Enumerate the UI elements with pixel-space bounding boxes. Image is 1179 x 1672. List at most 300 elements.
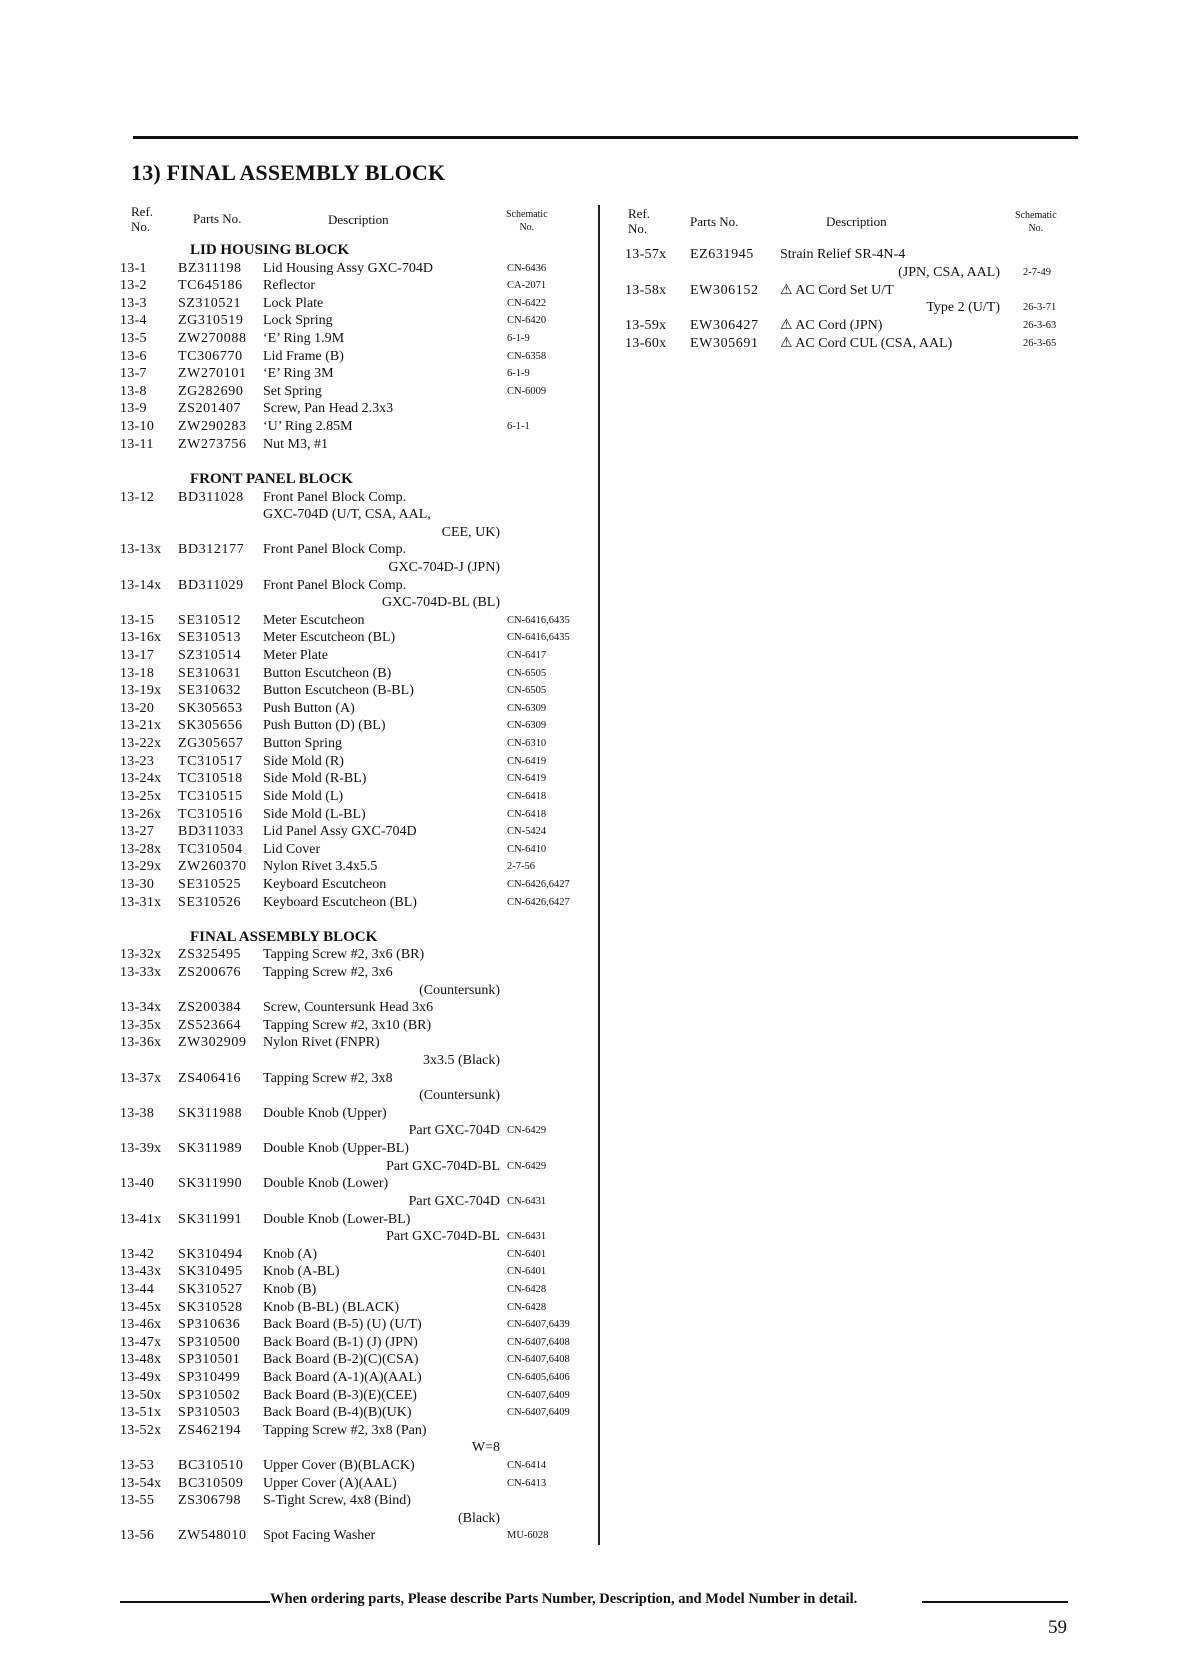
ref-number: 13-35x: [120, 1017, 162, 1033]
table-row: [120, 400, 590, 418]
table-row: [120, 1475, 590, 1493]
table-row: [120, 365, 590, 383]
part-description: Knob (B-BL) (BLACK): [263, 1299, 400, 1315]
schematic-number: 6-1-9: [507, 333, 530, 345]
ref-number: 13-56: [120, 1528, 155, 1544]
ref-number: 13-46x: [120, 1317, 162, 1333]
part-number: BD311033: [178, 824, 244, 840]
description-continuation: GXC-704D (U/T, CSA, AAL,: [263, 507, 431, 523]
part-number: BD311028: [178, 489, 244, 505]
schematic-number: CA-2071: [507, 280, 547, 292]
table-row: [120, 858, 590, 876]
part-description: Upper Cover (B)(BLACK): [263, 1458, 415, 1474]
table-row: [120, 753, 590, 771]
part-description: Double Knob (Lower-BL): [263, 1211, 411, 1227]
part-description: Lock Spring: [263, 313, 333, 329]
schematic-number: CN-6431: [507, 1195, 547, 1207]
left-header-schematic-line1: Schematic: [506, 209, 548, 220]
table-row: [120, 1387, 590, 1405]
ref-number: 13-3: [120, 295, 147, 311]
description-continuation-row: [625, 299, 1075, 317]
right-header-ref-line1: Ref.: [628, 206, 651, 221]
part-description: Nylon Rivet (FNPR): [263, 1035, 380, 1051]
part-description: Knob (A): [263, 1246, 318, 1262]
part-number: ZW260370: [178, 859, 247, 875]
ref-number: 13-24x: [120, 771, 162, 787]
right-header-schematic-line2: No.: [1028, 223, 1044, 234]
schematic-number: CN-6407,6439: [507, 1319, 570, 1331]
schematic-number: 26-3-63: [1023, 320, 1057, 332]
ref-number: 13-45x: [120, 1299, 162, 1315]
part-description: Back Board (B-3)(E)(CEE): [263, 1387, 417, 1403]
part-description: Tapping Screw #2, 3x8: [263, 1070, 393, 1086]
description-continuation-row: [120, 1510, 590, 1528]
part-description: Push Button (D) (BL): [263, 718, 386, 734]
description-continuation-row: [120, 1439, 590, 1457]
part-number: ZW270088: [178, 331, 247, 347]
part-number: TC310517: [178, 753, 243, 769]
table-row: [120, 577, 590, 595]
table-row: [120, 436, 590, 454]
part-number: BC310510: [178, 1458, 244, 1474]
part-number: TC310518: [178, 771, 243, 787]
schematic-number: CN-6418: [507, 790, 547, 802]
part-number: TC645186: [178, 278, 243, 294]
ref-number: 13-15: [120, 612, 155, 628]
ref-number: 13-47x: [120, 1334, 162, 1350]
ref-number: 13-2: [120, 278, 147, 294]
table-row: [120, 330, 590, 348]
part-number: SK311991: [178, 1211, 243, 1227]
table-row: [120, 665, 590, 683]
ref-number: 13-39x: [120, 1141, 162, 1157]
ref-number: 13-41x: [120, 1211, 162, 1227]
table-row: [120, 806, 590, 824]
table-row: [120, 1457, 590, 1475]
part-number: SP310501: [178, 1352, 241, 1368]
part-number: SP310502: [178, 1387, 241, 1403]
description-continuation-row: [120, 559, 590, 577]
table-row: [120, 682, 590, 700]
part-number: ZS462194: [178, 1422, 242, 1438]
table-row: [120, 260, 590, 278]
schematic-number: CN-6416,6435: [507, 614, 570, 626]
table-row: [120, 823, 590, 841]
part-description: Front Panel Block Comp.: [263, 577, 407, 593]
description-continuation-row: [120, 1193, 590, 1211]
ref-number: 13-55: [120, 1493, 155, 1509]
ref-number: 13-57x: [625, 247, 667, 262]
ref-number: 13-1: [120, 260, 147, 276]
description-continuation-row: [120, 982, 590, 1000]
part-description: Button Spring: [263, 736, 342, 752]
part-description: Tapping Screw #2, 3x8 (Pan): [263, 1422, 427, 1438]
description-continuation: W=8: [471, 1440, 500, 1456]
part-description: Lid Housing Assy GXC-704D: [263, 260, 433, 276]
table-row: [120, 1369, 590, 1387]
table-row: [120, 1105, 590, 1123]
table-row: [120, 312, 590, 330]
part-number: EW305691: [690, 335, 759, 351]
part-number: SP310636: [178, 1317, 241, 1333]
table-row: [120, 489, 590, 507]
description-continuation: GXC-704D-J (JPN): [388, 559, 500, 575]
ref-number: 13-16x: [120, 630, 162, 646]
part-number: SP310500: [178, 1334, 241, 1350]
table-row: [120, 1070, 590, 1088]
part-number: SE310526: [178, 894, 242, 910]
ref-number: 13-37x: [120, 1070, 162, 1086]
ref-number: 13-12: [120, 489, 155, 505]
page-title: 13) FINAL ASSEMBLY BLOCK: [131, 160, 446, 185]
table-row: [120, 1017, 590, 1035]
description-continuation-row: [120, 1087, 590, 1105]
ref-number: 13-43x: [120, 1264, 162, 1280]
part-number: TC310516: [178, 806, 243, 822]
table-row: [120, 1422, 590, 1440]
part-description: ⚠ AC Cord Set U/T: [780, 282, 894, 298]
table-row: [120, 946, 590, 964]
table-row: [120, 841, 590, 859]
part-description: Keyboard Escutcheon (BL): [263, 894, 417, 910]
ref-number: 13-44: [120, 1281, 155, 1297]
part-number: SE310513: [178, 630, 242, 646]
table-row: [120, 717, 590, 735]
part-number: SK310527: [178, 1281, 243, 1297]
left-header-schematic: [506, 208, 548, 234]
table-row: [120, 1246, 590, 1264]
ref-number: 13-23: [120, 753, 155, 769]
schematic-number: CN-6505: [507, 685, 547, 697]
left-parts-list: [120, 242, 590, 1545]
right-header-ref-line2: No.: [628, 221, 648, 236]
ref-number: 13-38: [120, 1105, 155, 1121]
part-number: SE310512: [178, 612, 242, 628]
part-number: ZW548010: [178, 1528, 247, 1544]
schematic-number: CN-6419: [507, 755, 547, 767]
table-row: [120, 1281, 590, 1299]
part-number: TC310515: [178, 788, 243, 804]
schematic-number: CN-6426,6427: [507, 878, 570, 890]
right-header-schematic-line1: Schematic: [1015, 210, 1057, 221]
section-heading-row: [120, 471, 590, 489]
part-number: BZ311198: [178, 260, 242, 276]
part-number: ZS200384: [178, 1000, 242, 1016]
part-number: ZG305657: [178, 736, 244, 752]
part-number: BC310509: [178, 1475, 244, 1491]
part-description: Lock Plate: [263, 295, 324, 311]
part-description: Side Mold (L-BL): [263, 806, 366, 822]
part-number: SK310495: [178, 1264, 243, 1280]
part-description: Screw, Pan Head 2.3x3: [263, 401, 394, 417]
page-number: 59: [1048, 1617, 1067, 1638]
part-description: Knob (B): [263, 1281, 317, 1297]
part-number: ZS201407: [178, 401, 242, 417]
ref-number: 13-50x: [120, 1387, 162, 1403]
right-header-schematic: [1015, 209, 1057, 235]
schematic-number: CN-6419: [507, 773, 547, 785]
footer-note: When ordering parts, Please describe Parts Number, Description, and Model Number in detail.: [270, 1591, 858, 1607]
top-rule: [133, 136, 1078, 139]
table-row: [120, 894, 590, 912]
part-description: Tapping Screw #2, 3x6: [263, 964, 393, 980]
ref-number: 13-14x: [120, 577, 162, 593]
schematic-number: 26-3-71: [1023, 302, 1057, 314]
ref-number: 13-54x: [120, 1475, 162, 1491]
description-continuation: 3x3.5 (Black): [423, 1053, 500, 1069]
schematic-number: CN-6418: [507, 808, 547, 820]
ref-number: 13-42: [120, 1246, 155, 1262]
part-number: TC310504: [178, 841, 243, 857]
section-heading: FRONT PANEL BLOCK: [190, 470, 353, 487]
ref-number: 13-8: [120, 383, 147, 399]
schematic-number: CN-6401: [507, 1266, 547, 1278]
part-number: ZS200676: [178, 964, 242, 980]
part-number: SK311989: [178, 1141, 243, 1157]
part-description: Button Escutcheon (B-BL): [263, 683, 414, 699]
part-description: Back Board (A-1)(A)(AAL): [263, 1370, 422, 1385]
schematic-number: CN-6309: [507, 720, 547, 732]
schematic-number: CN-6407,6408: [507, 1336, 570, 1348]
description-continuation: Part GXC-704D-BL: [386, 1229, 500, 1245]
table-row: [120, 1351, 590, 1369]
ref-number: 13-9: [120, 401, 147, 417]
schematic-number: 6-1-1: [507, 421, 530, 433]
part-description: Reflector: [263, 278, 316, 294]
table-row: [120, 1299, 590, 1317]
ref-number: 13-21x: [120, 718, 162, 734]
schematic-number: CN-6426,6427: [507, 896, 570, 908]
part-number: BD312177: [178, 542, 245, 558]
table-row: [120, 295, 590, 313]
right-header-ref: [628, 206, 650, 236]
part-number: ZW290283: [178, 419, 247, 435]
part-description: Double Knob (Lower): [263, 1176, 389, 1192]
table-row: [120, 1140, 590, 1158]
part-number: SK311988: [178, 1105, 243, 1121]
schematic-number: 2-7-56: [507, 861, 535, 873]
ref-number: 13-19x: [120, 683, 162, 699]
column-divider: [598, 205, 600, 1545]
schematic-number: CN-6505: [507, 667, 547, 679]
description-continuation: Part GXC-704D-BL: [386, 1158, 500, 1174]
part-number: ZS306798: [178, 1493, 242, 1509]
part-number: SE310525: [178, 876, 242, 892]
part-number: SZ310514: [178, 648, 242, 664]
description-continuation: Part GXC-704D: [408, 1123, 500, 1139]
schematic-number: 6-1-9: [507, 368, 530, 380]
part-description: Nut M3, #1: [263, 436, 328, 452]
schematic-number: CN-6414: [507, 1460, 547, 1472]
ref-number: 13-10: [120, 419, 155, 435]
part-number: SK305656: [178, 718, 243, 734]
schematic-number: CN-6358: [507, 350, 547, 362]
left-header-ref-line2: No.: [131, 219, 151, 234]
part-description: Meter Escutcheon (BL): [263, 630, 396, 646]
table-row: [120, 1527, 590, 1545]
table-row: [120, 1316, 590, 1334]
schematic-number: CN-6422: [507, 297, 547, 309]
ref-number: 13-13x: [120, 542, 162, 558]
part-number: ZW302909: [178, 1035, 247, 1051]
ref-number: 13-33x: [120, 964, 162, 980]
part-description: ⚠ AC Cord CUL (CSA, AAL): [780, 335, 953, 351]
part-description: Lid Cover: [263, 841, 321, 857]
table-row: [120, 876, 590, 894]
table-row: [120, 418, 590, 436]
ref-number: 13-49x: [120, 1370, 162, 1385]
part-description: Back Board (B-5) (U) (U/T): [263, 1317, 422, 1333]
ref-number: 13-26x: [120, 806, 162, 822]
left-header-ref: [131, 204, 153, 234]
schematic-number: CN-6405,6406: [507, 1372, 570, 1383]
table-row: [120, 348, 590, 366]
ref-number: 13-29x: [120, 859, 162, 875]
schematic-number: CN-6309: [507, 702, 547, 714]
part-number: SZ310521: [178, 295, 242, 311]
table-row: [120, 277, 590, 295]
ref-number: 13-34x: [120, 1000, 162, 1016]
schematic-number: CN-6436: [507, 262, 547, 274]
schematic-number: CN-6420: [507, 315, 547, 327]
description-continuation: (Countersunk): [419, 982, 500, 998]
description-continuation: GXC-704D-BL (BL): [381, 595, 500, 611]
part-number: ZW270101: [178, 366, 247, 382]
part-description: ‘E’ Ring 3M: [263, 366, 334, 382]
ref-number: 13-27: [120, 824, 155, 840]
section-heading: LID HOUSING BLOCK: [190, 242, 350, 258]
right-parts-list: [625, 246, 1075, 353]
part-description: Side Mold (R-BL): [263, 771, 367, 787]
ref-number: 13-60x: [625, 335, 667, 351]
part-number: TC306770: [178, 348, 243, 364]
part-number: ZS325495: [178, 947, 242, 963]
schematic-number: CN-6310: [507, 738, 547, 750]
description-continuation: Type 2 (U/T): [926, 300, 1000, 316]
table-row: [120, 1263, 590, 1281]
spacer-row: [120, 911, 590, 929]
description-continuation-row: [120, 1052, 590, 1070]
part-number: EW306427: [690, 318, 759, 334]
ref-number: 13-59x: [625, 318, 667, 334]
description-continuation-row: [120, 524, 590, 542]
description-continuation-row: [120, 1228, 590, 1246]
section-heading-row: [120, 929, 590, 947]
table-row: [120, 770, 590, 788]
part-number: SK305653: [178, 700, 243, 716]
part-number: EW306152: [690, 282, 759, 298]
part-description: Back Board (B-4)(B)(UK): [263, 1405, 412, 1421]
part-description: Nylon Rivet 3.4x5.5: [263, 859, 378, 875]
ref-number: 13-18: [120, 665, 155, 681]
table-row: [120, 1175, 590, 1193]
part-number: ZS406416: [178, 1070, 242, 1086]
part-number: SK310528: [178, 1299, 243, 1315]
right-header-description: Description: [826, 214, 887, 229]
ref-number: 13-31x: [120, 894, 162, 910]
part-number: ZS523664: [178, 1017, 242, 1033]
table-row: [120, 788, 590, 806]
part-number: ZG310519: [178, 313, 244, 329]
schematic-number: MU-6028: [507, 1530, 549, 1542]
table-row: [120, 383, 590, 401]
footer-rule-left: [120, 1601, 270, 1603]
part-number: BD311029: [178, 577, 244, 593]
schematic-number: CN-6407,6408: [507, 1354, 570, 1366]
schematic-number: CN-6401: [507, 1248, 547, 1260]
table-row: [120, 541, 590, 559]
part-description: Front Panel Block Comp.: [263, 542, 407, 558]
part-number: SE310631: [178, 665, 242, 681]
description-continuation: (Black): [458, 1510, 500, 1526]
table-row: [625, 317, 1075, 335]
description-continuation-row: [120, 506, 590, 524]
ref-number: 13-22x: [120, 736, 162, 752]
part-description: Front Panel Block Comp.: [263, 489, 407, 505]
description-continuation: (Countersunk): [419, 1088, 500, 1104]
part-description: Back Board (B-1) (J) (JPN): [263, 1334, 418, 1350]
section-heading-row: [120, 242, 590, 260]
table-row: [120, 1034, 590, 1052]
part-number: SK310494: [178, 1246, 243, 1262]
schematic-number: CN-6417: [507, 650, 547, 662]
ref-number: 13-11: [120, 436, 154, 452]
table-row: [120, 612, 590, 630]
part-description: ⚠ AC Cord (JPN): [780, 318, 883, 334]
part-description: Side Mold (L): [263, 788, 344, 804]
schematic-number: CN-6407,6409: [507, 1407, 570, 1419]
part-description: Spot Facing Washer: [263, 1528, 376, 1544]
schematic-number: CN-5424: [507, 826, 547, 838]
ref-number: 13-20: [120, 700, 155, 716]
part-description: S-Tight Screw, 4x8 (Bind): [263, 1493, 411, 1509]
left-header-description: Description: [328, 212, 389, 227]
ref-number: 13-52x: [120, 1422, 162, 1438]
ref-number: 13-48x: [120, 1352, 162, 1368]
table-row: [120, 964, 590, 982]
part-description: Lid Frame (B): [263, 348, 344, 364]
schematic-number: CN-6413: [507, 1477, 547, 1489]
table-row: [120, 647, 590, 665]
ref-number: 13-32x: [120, 947, 162, 963]
description-continuation: Part GXC-704D: [408, 1193, 500, 1209]
table-row: [120, 735, 590, 753]
part-description: Tapping Screw #2, 3x10 (BR): [263, 1017, 432, 1033]
part-description: Keyboard Escutcheon: [263, 876, 387, 892]
part-number: SP310503: [178, 1405, 241, 1421]
description-continuation: (JPN, CSA, AAL): [898, 264, 1000, 280]
schematic-number: 2-7-49: [1023, 266, 1051, 278]
ref-number: 13-36x: [120, 1035, 162, 1051]
part-number: ZW273756: [178, 436, 247, 452]
part-description: Double Knob (Upper-BL): [263, 1141, 409, 1157]
description-continuation-row: [120, 594, 590, 612]
ref-number: 13-25x: [120, 788, 162, 804]
part-description: Back Board (B-2)(C)(CSA): [263, 1352, 419, 1368]
table-row: [120, 1492, 590, 1510]
part-number: SK311990: [178, 1176, 243, 1192]
table-row: [120, 629, 590, 647]
description-continuation-row: [120, 1122, 590, 1140]
ref-number: 13-58x: [625, 282, 667, 298]
table-row: [120, 700, 590, 718]
table-row: [120, 1211, 590, 1229]
schematic-number: CN-6428: [507, 1283, 547, 1295]
ref-number: 13-7: [120, 366, 147, 382]
description-continuation-row: [120, 1158, 590, 1176]
schematic-number: 26-3-65: [1023, 337, 1057, 349]
table-row: [120, 1404, 590, 1422]
